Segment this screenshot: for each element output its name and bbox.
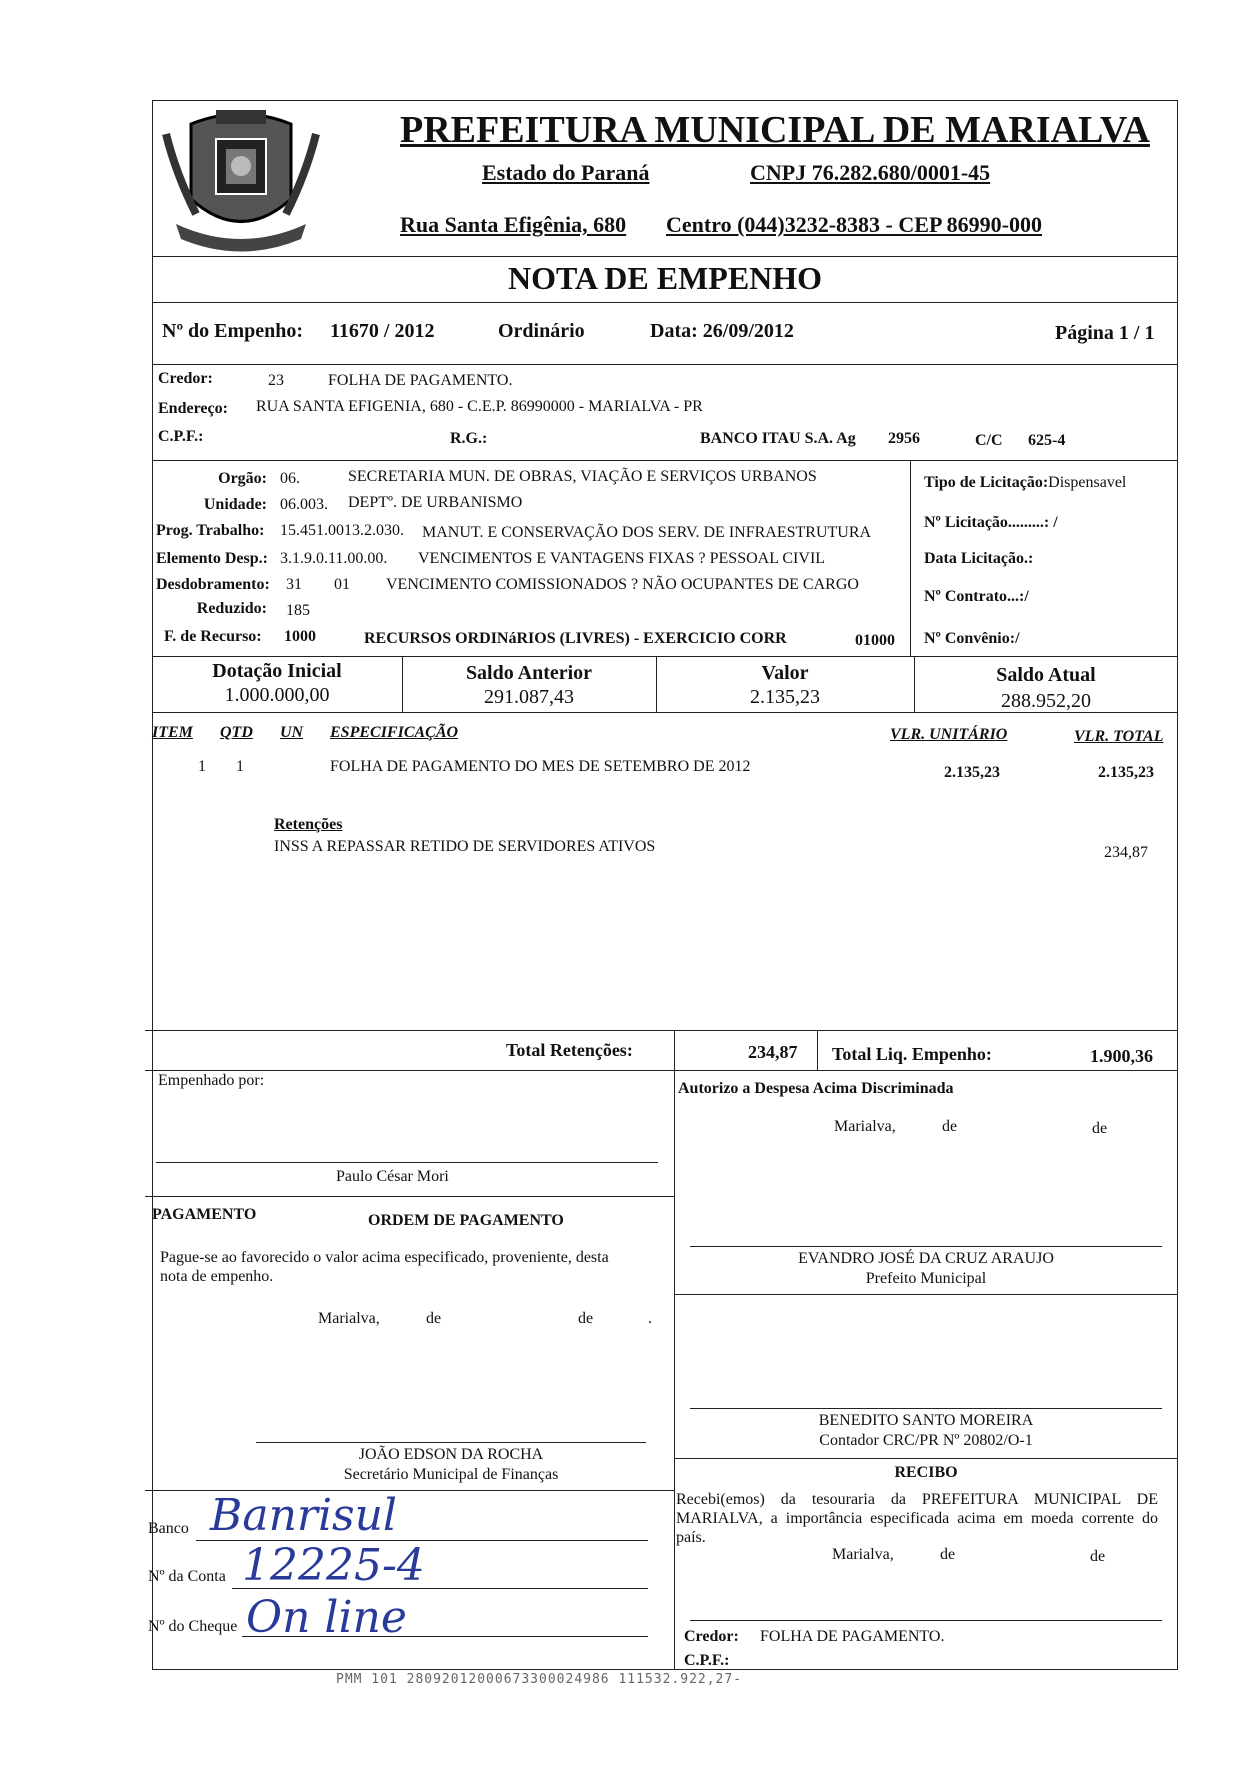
prog-desc: MANUT. E CONSERVAÇÃO DOS SERV. DE INFRAESTRUTURA (422, 524, 872, 541)
tipo-licitacao-label: Tipo de Licitação:Dispensavel (924, 474, 1127, 491)
dotacao-inicial-value: 1.000.000,00 (224, 684, 330, 706)
document-title: NOTA DE EMPENHO (507, 260, 823, 296)
recibo-credor-label: Credor: (684, 1628, 739, 1645)
pague-dot: . (648, 1310, 652, 1327)
banco-name: BANCO ITAU S.A. Ag (700, 430, 856, 447)
fonte-desc: RECURSOS ORDINáRIOS (LIVRES) - EXERCICIO CORR (364, 630, 787, 647)
saldo-anterior-value: 291.087,43 (484, 686, 574, 708)
retencoes-label: Retenções (274, 816, 343, 833)
item-especificacao: FOLHA DE PAGAMENTO DO MES DE SETEMBRO DE 2012 (330, 758, 751, 775)
empenho-number-label: Nº do Empenho: (162, 320, 304, 342)
recibo-text: Recebi(emos) da tesouraria da PREFEITURA MUNICIPAL DE MARIALVA, a importância especificada acima em moeda corrente do país. (676, 1491, 1158, 1546)
reduzido-label: Reduzido: (196, 600, 267, 617)
contador-nome: BENEDITO SANTO MOREIRA (818, 1412, 1034, 1429)
unidade-desc: DEPTº. DE URBANISMO (348, 494, 523, 511)
col-vlr-total: VLR. TOTAL (1074, 728, 1164, 745)
autorizo-label: Autorizo a Despesa Acima Discriminada (678, 1080, 954, 1097)
recibo-de-1: de (940, 1546, 956, 1563)
total-retencoes-label: Total Retenções: (506, 1040, 633, 1060)
col-qtd: QTD (220, 724, 253, 741)
desdobramento-desc: VENCIMENTO COMISSIONADOS ? NÃO OCUPANTES DE CARGO (386, 576, 859, 593)
prog-label: Prog. Trabalho: (156, 522, 265, 539)
num-convenio: Nº Convênio:/ (924, 630, 1020, 647)
autorizo-de-2: de (1092, 1120, 1108, 1137)
fonte-num: 01000 (855, 632, 895, 649)
retencoes-value: 234,87 (1104, 844, 1148, 861)
endereco-value: RUA SANTA EFIGENIA, 680 - C.E.P. 86990000 - MARIALVA - PR (256, 398, 703, 415)
cpf-label: C.P.F.: (158, 428, 204, 445)
saldo-atual-value: 288.952,20 (1001, 690, 1091, 712)
unidade-label: Unidade: (203, 496, 267, 513)
secretario-nome: JOÃO EDSON DA ROCHA (358, 1446, 544, 1463)
recibo-credor-value: FOLHA DE PAGAMENTO. (760, 1628, 945, 1645)
num-licitacao: Nº Licitação.........: / (924, 514, 1058, 531)
secretario-cargo: Secretário Municipal de Finanças (343, 1466, 559, 1483)
item-vlr-unitario: 2.135,23 (944, 764, 1000, 781)
pague-de-2: de (578, 1310, 594, 1327)
cheque-handwritten: On line (246, 1592, 407, 1643)
desdobramento-code: 31 (286, 576, 302, 593)
pague-marialva: Marialva, (318, 1310, 380, 1327)
recibo-title: RECIBO (894, 1464, 958, 1481)
valor-label: Valor (761, 662, 809, 684)
orgao-desc: SECRETARIA MUN. DE OBRAS, VIAÇÃO E SERVIÇOS URBANOS (348, 468, 817, 485)
credor-code: 23 (268, 372, 284, 389)
pague-de-1: de (426, 1310, 442, 1327)
data-licitacao: Data Licitação.: (924, 550, 1034, 567)
empenhado-por-label: Empenhado por: (158, 1072, 265, 1089)
autorizo-marialva: Marialva, (834, 1118, 896, 1135)
pague-text: Pague-se ao favorecido o valor acima especificado, proveniente, desta nota de empenho. (160, 1249, 609, 1285)
saldo-anterior-label: Saldo Anterior (465, 662, 593, 684)
col-especificacao: ESPECIFICAÇÃO (330, 724, 459, 741)
empenho-number: 11670 / 2012 (330, 320, 435, 342)
empenho-page: Página 1 / 1 (1055, 322, 1155, 344)
header-address: Rua Santa Efigênia, 680 (400, 212, 627, 237)
rg-label: R.G.: (450, 430, 488, 447)
item-qtd: 1 (236, 758, 244, 775)
header-cnpj: CNPJ 76.282.680/0001-45 (750, 160, 991, 185)
page-title: PREFEITURA MUNICIPAL DE MARIALVA (400, 109, 1150, 151)
col-item: ITEM (152, 724, 193, 741)
orgao-code: 06. (280, 470, 300, 487)
item-vlr-total: 2.135,23 (1098, 764, 1154, 781)
credor-name: FOLHA DE PAGAMENTO. (328, 372, 513, 389)
conta-handwritten: 12225-4 (242, 1540, 425, 1591)
prog-code: 15.451.0013.2.030. (280, 522, 404, 539)
recibo-de-2: de (1090, 1548, 1106, 1565)
banco-agencia: 2956 (888, 430, 920, 447)
elemento-code: 3.1.9.0.11.00.00. (280, 550, 388, 567)
contador-cargo: Contador CRC/PR Nº 20802/O-1 (819, 1432, 1033, 1449)
coat-of-arms-icon (156, 104, 326, 254)
desdobramento-sub: 01 (334, 576, 350, 593)
valor-value: 2.135,23 (750, 686, 820, 708)
footer-code: PMM 101 28092012000673300024986 111532.922,27- (336, 1672, 743, 1687)
col-un: UN (280, 724, 304, 741)
reduzido-value: 185 (286, 602, 310, 619)
endereco-label: Endereço: (158, 400, 228, 417)
credor-label: Credor: (158, 370, 213, 387)
retencoes-desc: INSS A REPASSAR RETIDO DE SERVIDORES ATIVOS (274, 838, 656, 855)
prefeito-cargo: Prefeito Municipal (865, 1270, 987, 1287)
recibo-marialva: Marialva, (832, 1546, 894, 1563)
header-state: Estado do Paraná (482, 160, 650, 185)
empenhado-nome: Paulo César Mori (336, 1168, 449, 1185)
cc-value: 625-4 (1028, 432, 1066, 449)
total-liq-value: 1.900,36 (1090, 1046, 1153, 1066)
elemento-desc: VENCIMENTOS E VANTAGENS FIXAS ? PESSOAL CIVIL (418, 550, 826, 567)
fonte-code: 1000 (284, 628, 316, 645)
col-vlr-unitario: VLR. UNITÁRIO (890, 726, 1008, 743)
orgao-label: Orgão: (218, 470, 267, 487)
prefeito-nome: EVANDRO JOSÉ DA CRUZ ARAUJO (798, 1250, 1054, 1267)
banco-signature: Banrisul (210, 1490, 397, 1541)
header-address-rest: Centro (044)3232-8383 - CEP 86990-000 (666, 212, 1042, 237)
item-number: 1 (198, 758, 206, 775)
cc-label: C/C (975, 432, 1003, 449)
dotacao-inicial-label: Dotação Inicial (212, 660, 342, 682)
empenho-type: Ordinário (498, 320, 585, 342)
elemento-label: Elemento Desp.: (156, 550, 268, 567)
ordem-pagamento-label: ORDEM DE PAGAMENTO (368, 1212, 564, 1229)
pagamento-label: PAGAMENTO (152, 1206, 257, 1223)
empenho-date: Data: 26/09/2012 (650, 320, 794, 342)
cheque-label: Nº do Cheque (148, 1618, 238, 1635)
total-liq-label: Total Liq. Empenho: (832, 1044, 992, 1064)
total-retencoes-value: 234,87 (748, 1042, 798, 1062)
desdobramento-label: Desdobramento: (156, 576, 270, 593)
num-contrato: Nº Contrato...:/ (924, 588, 1029, 605)
recibo-cpf-label: C.P.F.: (684, 1652, 730, 1669)
saldo-atual-label: Saldo Atual (996, 664, 1096, 686)
fonte-label: F. de Recurso: (164, 628, 262, 645)
conta-label: Nº da Conta (148, 1568, 226, 1585)
autorizo-de-1: de (942, 1118, 958, 1135)
unidade-code: 06.003. (280, 496, 328, 513)
banco-label: Banco (148, 1520, 189, 1537)
